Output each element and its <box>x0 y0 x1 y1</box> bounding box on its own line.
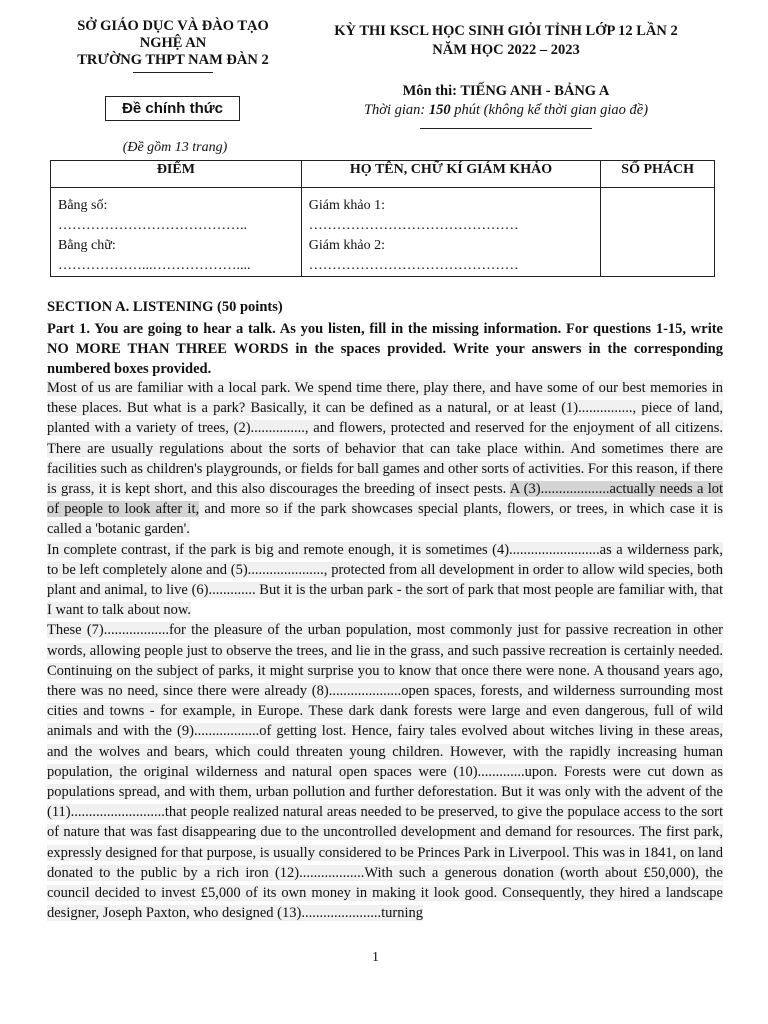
examiner-1-blank: ……………………………………… <box>308 218 519 233</box>
duration-suffix: phút (không kể thời gian giao đề) <box>450 102 649 118</box>
score-cell <box>51 188 302 277</box>
official-exam-label: Đề chính thức <box>105 96 240 121</box>
code-cell <box>601 188 715 277</box>
header-score: ĐIỂM <box>51 161 302 188</box>
score-table-row <box>51 188 715 277</box>
header-divider-left <box>133 72 213 73</box>
score-table-header <box>51 161 715 188</box>
header-code: SỐ PHÁCH <box>601 161 715 188</box>
header-divider-right <box>420 128 592 129</box>
duration-prefix: Thời gian: <box>363 102 429 118</box>
passage-text: and more so if the park showcases special plants, flowers, or trees, in which case it is called a 'botanic garden'. <box>47 501 724 538</box>
examiner-cell <box>301 188 601 277</box>
exam-heading <box>306 22 706 129</box>
section-title: SECTION A. LISTENING (50 points) <box>47 299 283 315</box>
school-year: NĂM HỌC 2022 – 2023 <box>432 42 580 58</box>
passage-paragraph <box>47 540 723 621</box>
page-count-note: (Đề gồm 13 trang) <box>122 140 228 155</box>
exam-duration <box>306 101 706 120</box>
passage-text: These (7)..................for the pleasure of the urban population, most commonly just for passive recreation in other words, allowing people just to observe the trees, and lie in the grass, and such passive recreation is certainly needed. Continuing on the subject of parks, it might surprise you to know that once there were none. A thousand years ago, there was no need, since there were already (8)....................open spaces, forests, and wilderness surrounding most cities and towns - for example, in Europe. These dark dank forests were large and even dangerous, full of wild animals and with the (9)..................of getting lost. Hence, fairy tales evolved about witches living in these areas, and the wolves and bears, which could threaten young children. However, with the rapidly increasing human population, the original wilderness and natural open spaces were (10).............upon. Forests were cut down as populations spread, and with them, urban pollution and further deforestation. But it was only with the advent of the (11)..........................that people realized natural areas needed to be preserved, to give the populace access to the sort of nature that was fast disappearing due to the uncontrolled development and demand for resources. The first park, expressly designed for that purpose, is usually considered to be Princes Park in Liverpool. This was in 1841, on land donated to the public by a rich iron (12)..................With such a generous donation (worth about £50,000), the council decided to invest £5,000 of its own money in making it look good. Consequently, they hired a landscape designer, Joseph Paxton, who designed (13)......................turning <box>47 622 723 922</box>
passage-paragraph <box>47 620 723 923</box>
examiner-1-label: Giám khảo 1: <box>308 198 385 213</box>
duration-minutes: 150 <box>428 102 451 118</box>
score-in-digits-blank: ………………………………….. <box>58 218 247 233</box>
page-number: 1 <box>372 950 379 965</box>
part1-instruction: Part 1. You are going to hear a talk. As you listen, fill in the missing information. For questions 1-15, write NO MORE THAN THREE WORDS in the spaces provided. Write your answers in the corresponding numbered boxes provided. <box>47 321 723 377</box>
exam-subject: Môn thi: TIẾNG ANH - BẢNG A <box>402 83 610 99</box>
issuing-authority <box>62 18 284 73</box>
province-name: NGHỆ AN <box>139 35 207 51</box>
passage-paragraph <box>47 378 723 540</box>
score-in-words-label: Bằng chữ: <box>58 238 116 253</box>
examiner-2-label: Giám khảo 2: <box>308 238 385 253</box>
header-examiner: HỌ TÊN, CHỮ KÍ GIÁM KHẢO <box>301 161 601 188</box>
school-name: TRƯỜNG THPT NAM ĐÀN 2 <box>77 52 269 68</box>
highlighted-text: A (3)...................actually needs a lot of people to look after it, <box>47 481 724 518</box>
score-table <box>50 160 715 277</box>
department-name: SỞ GIÁO DỤC VÀ ĐÀO TẠO <box>77 18 269 34</box>
score-in-words-blank: ………………...……………….... <box>58 258 251 273</box>
passage-text: In complete contrast, if the park is big and remote enough, it is sometimes (4).........................as a wilderness park, to be left completely alone and (5)....................., protected from all development in order to allow wild species, both plant and animal, to live (6)............. But it is the urban park - the sort of park that most people are familiar with, that I want to talk about now. <box>47 541 723 619</box>
examiner-2-blank: ……………………………………… <box>308 258 519 273</box>
passage-text: Most of us are familiar with a local park. We spend time there, play there, and have some of our best memories in these places. But what is a park? Basically, it can be defined as a natural, or at least (1)..............., piece of land, planted with a variety of trees, (2)..............., and flowers, protected and reserved for the enjoyment of all citizens. There are usually regulations about the sorts of behavior that can take place within. And sometimes there are facilities such as children's playgrounds, or fields for ball games and other sorts of activities. For this reason, if there is grass, it is kept short, and this also discourages the breeding of insect pests. <box>47 380 723 498</box>
exam-title: KỲ THI KSCL HỌC SINH GIỎI TỈNH LỚP 12 LẦN 2 <box>334 23 678 39</box>
listening-passage <box>47 378 723 923</box>
score-in-digits-label: Bằng số: <box>58 198 108 213</box>
